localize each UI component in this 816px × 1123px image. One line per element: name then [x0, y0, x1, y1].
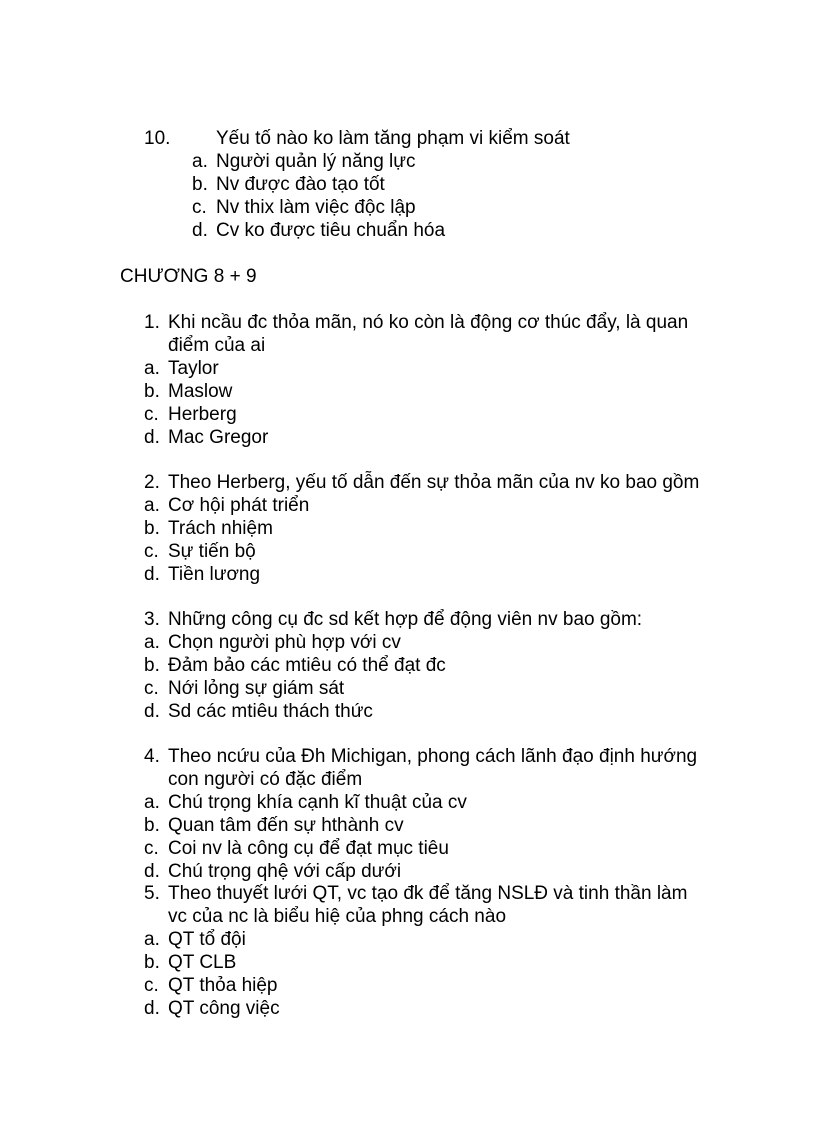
option-letter: c.	[144, 678, 159, 699]
option-letter: b.	[144, 952, 160, 973]
option-letter: c.	[144, 404, 159, 425]
option-letter: b.	[144, 518, 160, 539]
option-letter: c.	[192, 197, 207, 218]
option-letter: c.	[144, 975, 159, 996]
question-text: Theo ncứu của Đh Michigan, phong cách lãnh đạo định hướng	[168, 746, 698, 767]
option-text: Mac Gregor	[168, 427, 269, 448]
question-text: Những công cụ đc sd kết hợp để động viên nv bao gồm:	[168, 609, 643, 630]
option-letter: d.	[144, 701, 160, 722]
question-number: 5.	[144, 883, 160, 904]
option-text: Đảm bảo các mtiêu có thể đạt đc	[168, 655, 446, 676]
question-text: con người có đặc điểm	[168, 769, 363, 790]
option-text: Maslow	[168, 381, 233, 402]
option-text: Taylor	[168, 358, 219, 379]
option-letter: c.	[144, 541, 159, 562]
option-text: Quan tâm đến sự hthành cv	[168, 815, 404, 836]
option-letter: a.	[144, 929, 160, 950]
option-letter: b.	[144, 655, 160, 676]
option-letter: a.	[144, 495, 160, 516]
option-text: QT tổ đội	[168, 929, 246, 950]
option-letter: b.	[144, 815, 160, 836]
option-text: Chọn người phù hợp với cv	[168, 632, 401, 653]
question-number: 2.	[144, 472, 160, 493]
question-text: Theo thuyết lưới QT, vc tạo đk để tăng NSLĐ và tinh thần làm	[168, 883, 688, 904]
option-text: QT thỏa hiệp	[168, 975, 278, 996]
option-text: Nv thix làm việc độc lập	[216, 197, 416, 218]
question-text: Theo Herberg, yếu tố dẫn đến sự thỏa mãn của nv ko bao gồm	[168, 472, 700, 493]
question-number: 3.	[144, 609, 160, 630]
chapter-heading: CHƯƠNG 8 + 9	[120, 266, 257, 287]
option-text: Trách nhiệm	[168, 518, 273, 539]
question-text: Khi ncầu đc thỏa mãn, nó ko còn là động cơ thúc đẩy, là quan	[168, 312, 689, 333]
question-number: 1.	[144, 312, 160, 333]
option-letter: d.	[144, 427, 160, 448]
option-text: Nới lỏng sự giám sát	[168, 678, 345, 699]
question-text: Yếu tố nào ko làm tăng phạm vi kiểm soát	[216, 128, 570, 149]
option-text: Cv ko được tiêu chuẩn hóa	[216, 220, 446, 241]
question-number: 10.	[144, 128, 171, 149]
option-letter: d.	[192, 220, 208, 241]
option-text: QT CLB	[168, 952, 237, 973]
option-text: Người quản lý năng lực	[216, 151, 416, 172]
option-letter: d.	[144, 998, 160, 1019]
option-letter: d.	[144, 861, 160, 882]
option-letter: a.	[144, 358, 160, 379]
option-text: Chú trọng qhệ với cấp dưới	[168, 861, 402, 882]
question-text: vc của nc là biểu hiệ của phng cách nào	[168, 906, 507, 927]
question-number: 4.	[144, 746, 160, 767]
option-text: Tiền lương	[168, 564, 261, 585]
option-text: Chú trọng khía cạnh kĩ thuật của cv	[168, 792, 467, 813]
option-letter: a.	[144, 632, 160, 653]
option-text: Herberg	[168, 404, 237, 425]
option-letter: a.	[144, 792, 160, 813]
option-letter: b.	[144, 381, 160, 402]
question-text: điểm của ai	[168, 335, 266, 356]
option-letter: b.	[192, 174, 208, 195]
option-text: QT công việc	[168, 998, 280, 1019]
option-letter: d.	[144, 564, 160, 585]
option-letter: c.	[144, 838, 159, 859]
option-text: Sd các mtiêu thách thức	[168, 701, 373, 722]
option-text: Nv được đào tạo tốt	[216, 174, 385, 195]
option-text: Cơ hội phát triển	[168, 495, 310, 516]
option-letter: a.	[192, 151, 208, 172]
option-text: Coi nv là công cụ để đạt mục tiêu	[168, 838, 449, 859]
option-text: Sự tiến bộ	[168, 541, 256, 562]
